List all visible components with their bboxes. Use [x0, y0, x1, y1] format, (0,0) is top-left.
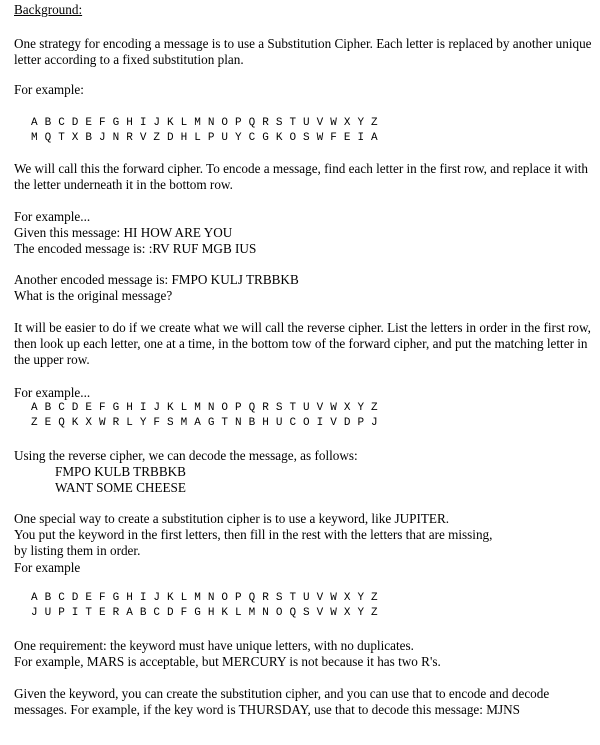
keyword-line-4: For example: [14, 559, 81, 575]
reverse-cipher-top-row: A B C D E F G H I J K L M N O P Q R S T U V W X Y Z: [31, 402, 378, 414]
forward-cipher-top-row: A B C D E F G H I J K L M N O P Q R S T U V W X Y Z: [31, 117, 378, 129]
another-line-2: What is the original message?: [14, 288, 173, 304]
reverse-cipher-bottom-row: Z E Q K X W R L Y F S M A G T N B H U C O I V D P J: [31, 417, 378, 429]
requirement-line-1: One requirement: the keyword must have unique letters, with no duplicates.: [14, 638, 414, 653]
keyword-cipher-bottom-row: J U P I T E R A B C D F G H K L M N O Q S V W X Y Z: [31, 607, 378, 619]
keyword-line-3: by listing them in order.: [14, 543, 141, 559]
reverse-explain-paragraph: It will be easier to do if we create what we will call the reverse cipher. List the letters in order in the first row, then look up each letter, one at a time, in the bottom tow of the forward cipher, and put the matching letter in the upper row.: [14, 320, 591, 368]
decode-line-1: Using the reverse cipher, we can decode the message, as follows:: [14, 448, 358, 463]
requirement-block: [14, 638, 594, 670]
final-paragraph: Given the keyword, you can create the substitution cipher, and you can use that to encode and decode messages. For example, if the key word is THURSDAY, use that to decode this message: MJNS: [14, 686, 550, 718]
keyword-line-1: One special way to create a substitution cipher is to use a keyword, like JUPITER.: [14, 511, 450, 526]
keyword-line-2: You put the keyword in the first letters, then fill in the rest with the letters that are missing,: [14, 527, 493, 543]
decode-line-3: WANT SOME CHEESE: [55, 480, 186, 496]
example-line-1: For example...: [14, 209, 91, 224]
forward-cipher-bottom-row: M Q T X B J N R V Z D H L P U Y C G K O S W F E I A: [31, 132, 378, 144]
forward-explain-paragraph: We will call this the forward cipher. To encode a message, find each letter in the first row, and replace it with the letter underneath it in the bottom row.: [14, 161, 589, 193]
example-block: [14, 209, 594, 258]
for-example-label-2: For example...: [14, 385, 91, 400]
another-message-block: [14, 272, 594, 304]
keyword-cipher-top-row: A B C D E F G H I J K L M N O P Q R S T U V W X Y Z: [31, 592, 378, 604]
requirement-line-2: For example, MARS is acceptable, but MERCURY is not because it has two R's.: [14, 654, 441, 670]
for-example-label-1: For example:: [14, 82, 84, 97]
decode-block: [14, 448, 594, 497]
keyword-block: [14, 511, 594, 576]
example-line-3: The encoded message is: :RV RUF MGB IUS: [14, 241, 257, 257]
another-line-1: Another encoded message is: FMPO KULJ TRBBKB: [14, 272, 299, 287]
decode-line-2: FMPO KULB TRBBKB: [55, 464, 186, 480]
example-line-2: Given this message: HI HOW ARE YOU: [14, 225, 233, 241]
background-heading: Background:: [14, 2, 83, 17]
intro-paragraph: One strategy for encoding a message is to use a Substitution Cipher. Each letter is replaced by another unique letter according to a fixed substitution plan.: [14, 36, 592, 68]
